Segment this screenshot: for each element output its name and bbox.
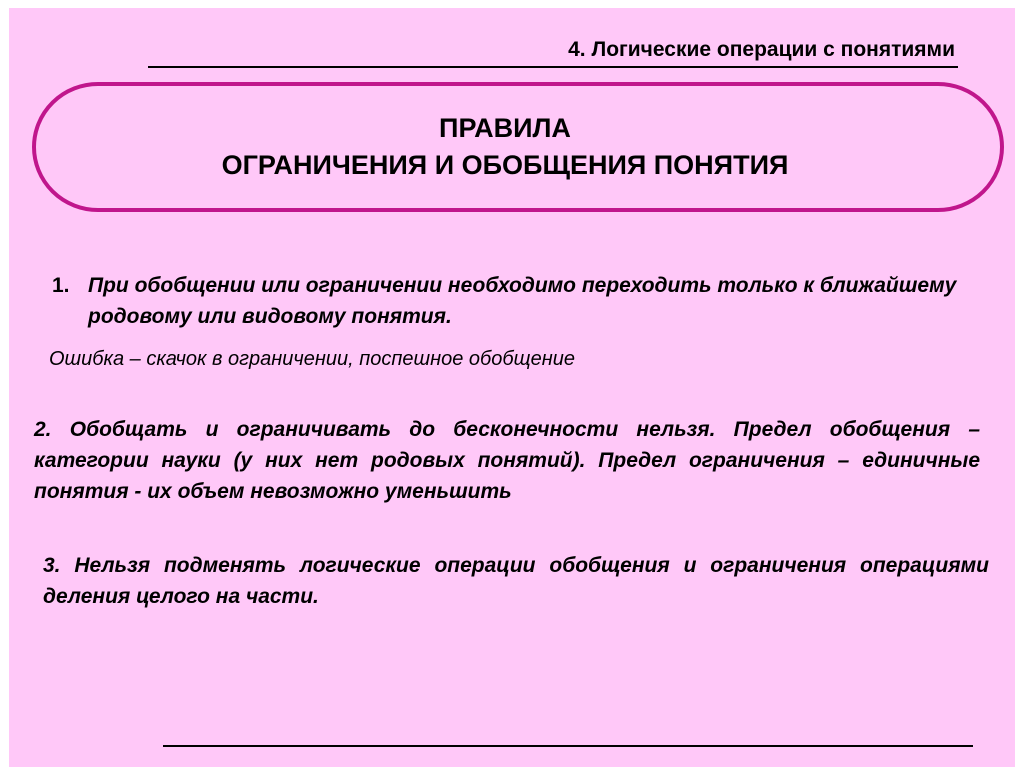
rule-1-text: При обобщении или ограничении необходимо переходить только к ближайшему родовому или видовому понятия.: [88, 274, 957, 328]
rule-3: 3. Нельзя подменять логические операции обобщения и ограничения операциями деления целого на части.: [43, 554, 989, 608]
footer-rule: [163, 745, 973, 747]
rule-1-number: 1.: [52, 274, 70, 297]
header-title: 4. Логические операции с понятиями: [568, 38, 955, 61]
banner-heading: [40, 110, 970, 184]
error-note: Ошибка – скачок в ограничении, поспешное обобщение: [49, 348, 576, 370]
banner-heading-line-2: ОГРАНИЧЕНИЯ И ОБОБЩЕНИЯ ПОНЯТИЯ: [221, 150, 789, 180]
rule-1: [52, 270, 982, 332]
banner-heading-line-1: ПРАВИЛА: [439, 113, 571, 143]
rule-2: 2. Обобщать и ограничивать до бесконечности нельзя. Предел обобщения – категории науки (у них нет родовых понятий). Предел ограничения – единичные понятия - их объем невозможно уменьшить: [34, 418, 980, 503]
